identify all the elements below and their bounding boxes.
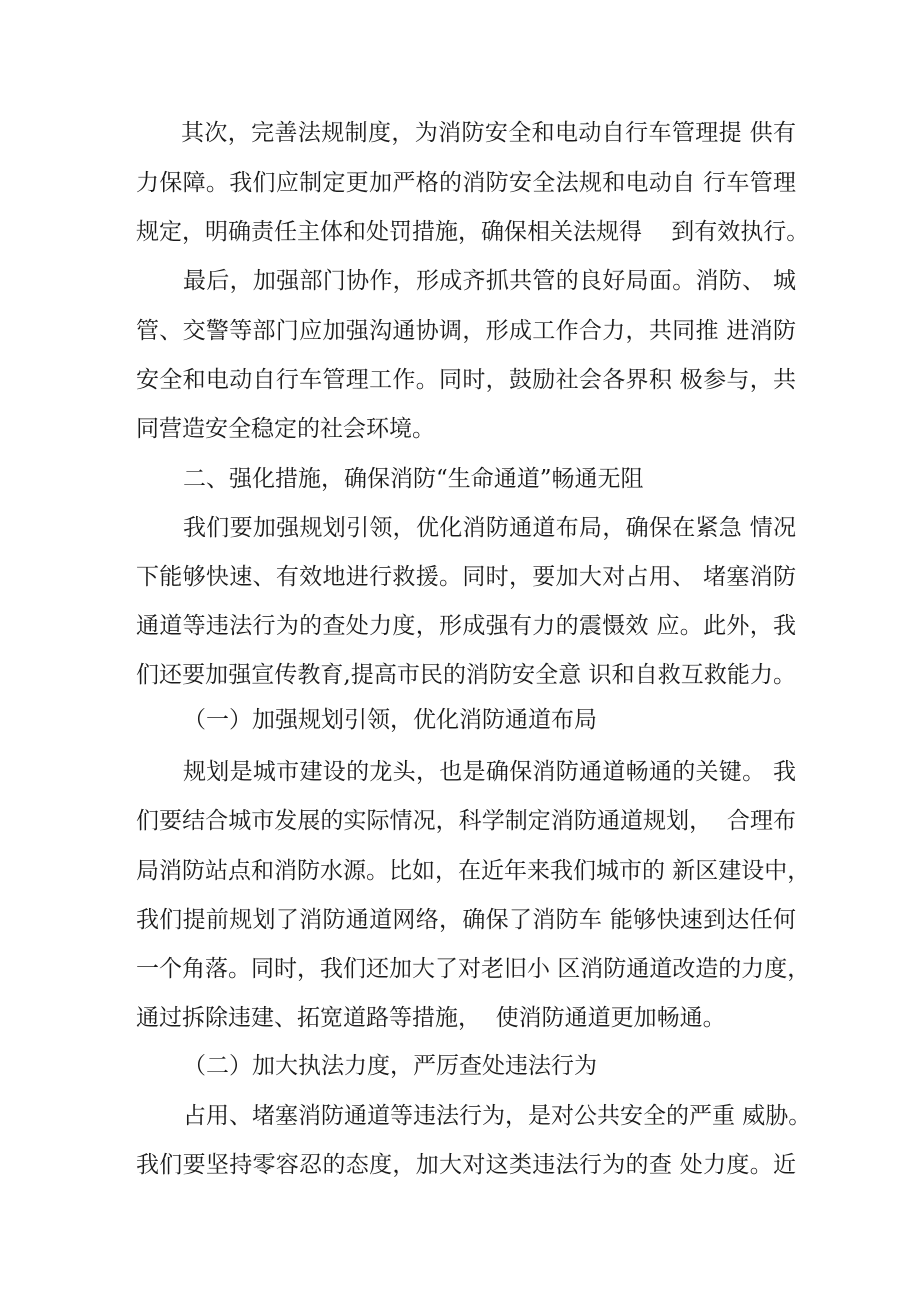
text-line-17: 我们提前规划了消防通道网络，确保了消防车 能够快速到达任何: [136, 907, 796, 933]
section-heading-2: 二、强化措施，确保消防“生命通道”畅通无阻: [183, 466, 644, 492]
text-line-12: 们还要加强宣传教育,提高市民的消防安全意 识和自救互救能力。: [136, 662, 796, 688]
text-line-2: 力保障。我们应制定更加严格的消防安全法规和电动自 行车管理: [136, 170, 796, 196]
text-line-6: 安全和电动自行车管理工作。同时，鼓励社会各界积 极参与，共: [136, 367, 796, 393]
text-line-3: 规定，明确责任主体和处罚措施，确保相关法规得 到有效执行。: [136, 219, 810, 245]
text-line-4: 最后，加强部门协作，形成齐抓共管的良好局面。消防、 城: [183, 268, 796, 294]
subsection-heading-1: （一）加强规划引领，优化消防通道布局: [183, 707, 597, 733]
text-line-16: 局消防站点和消防水源。比如，在近年来我们城市的 新区建设中，: [136, 858, 811, 884]
text-line-21: 占用、堵塞消防通道等违法行为，是对公共安全的严重 威胁。: [183, 1103, 812, 1129]
text-line-1: 其次，完善法规制度，为消防安全和电动自行车管理提 供有: [181, 120, 796, 146]
text-line-19: 通过拆除违建、拓宽道路等措施， 使消防通道更加畅通。: [136, 1005, 726, 1031]
text-line-10: 下能够快速、有效地进行救援。同时，要加大对占用、 堵塞消防: [136, 564, 796, 590]
text-line-18: 一个角落。同时，我们还加大了对老旧小 区消防通道改造的力度，: [136, 956, 811, 982]
text-line-9: 我们要加强规划引领，优化消防通道布局，确保在紧急 情况: [183, 515, 796, 541]
text-line-7: 同营造安全稳定的社会环境。: [136, 416, 435, 442]
text-line-5: 管、交警等部门应加强沟通协调，形成工作合力，共同推 进消防: [136, 318, 796, 344]
subsection-heading-2: （二）加大执法力度，严厉查处违法行为: [183, 1053, 597, 1079]
text-line-11: 通道等违法行为的查处力度，形成强有力的震慑效 应。此外，我: [136, 613, 796, 639]
text-line-15: 们要结合城市发展的实际情况，科学制定消防通道规划， 合理布: [136, 808, 796, 834]
text-line-14: 规划是城市建设的龙头，也是确保消防通道畅通的关键。 我: [183, 759, 796, 785]
text-line-22: 我们要坚持零容忍的态度，加大对这类违法行为的查 处力度。近: [136, 1152, 796, 1178]
